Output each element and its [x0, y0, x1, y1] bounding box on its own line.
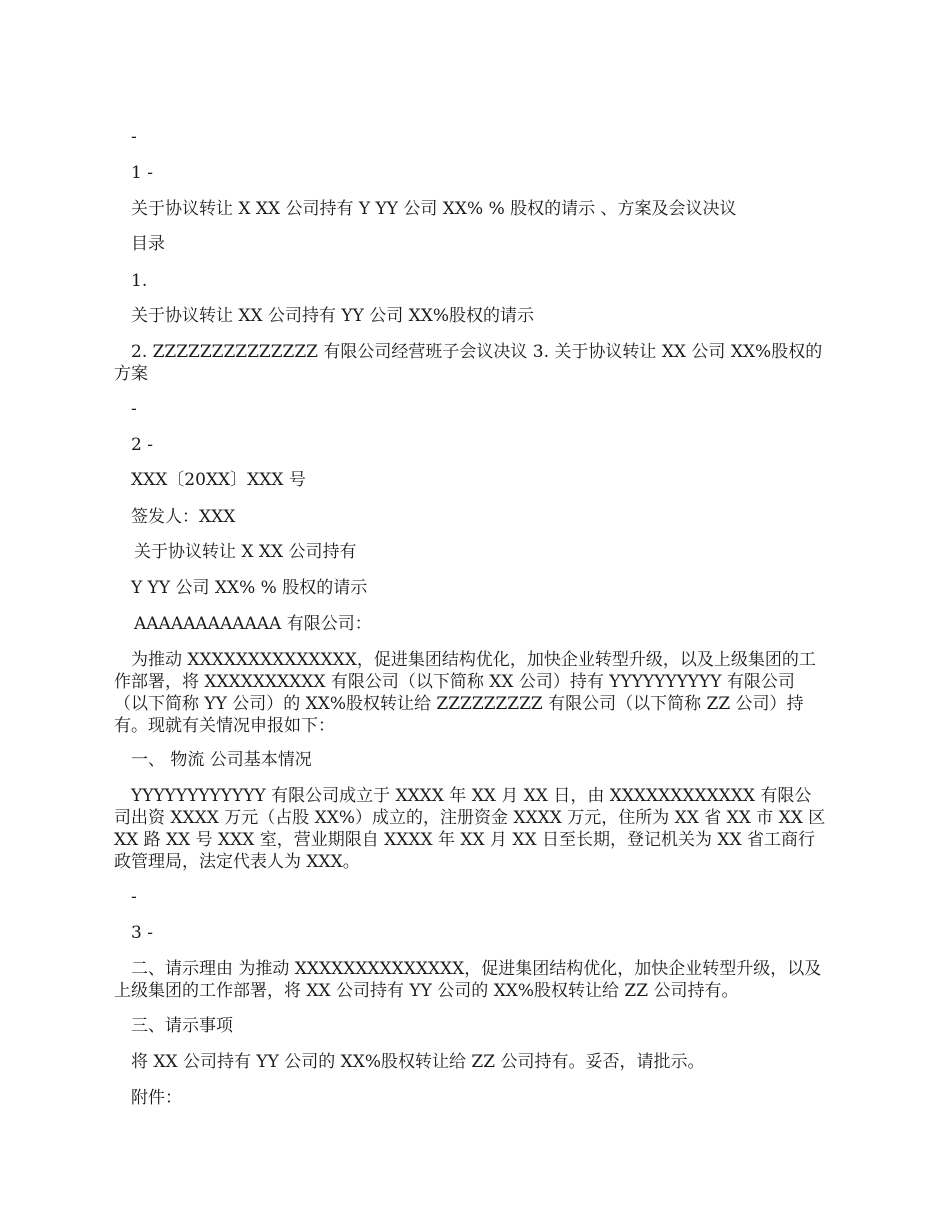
toc-number: 1. [131, 271, 148, 291]
section-body: YYYYYYYYYYYY 有限公司成立于 XXXX 年 XX 月 XX 日，由 XXXXXXXXXXXX 有限公司出资 XXXX 万元（占股 XX%）成立的，注册资金 XXXX 万元，住所为 XX 省 XX 市 XX 区 XX 路 XX 号 XXX 室，营业期限自 XXXX 年 XX 月 XX 日至长期，登记机关为 XX 省工商行政管理局，法定代表人为 XXX。 [114, 786, 826, 872]
section-body: 将 XX 公司持有 YY 公司的 XX%股权转让给 ZZ 公司持有。妥否，请批示。 [131, 1052, 705, 1072]
page-number: 3 - [131, 923, 153, 943]
request-title-line: Y YY 公司 XX% % 股权的请示 [131, 578, 368, 598]
request-title-line: 关于协议转让 X XX 公司持有 [134, 542, 357, 562]
toc-item: 2. ZZZZZZZZZZZZZZ 有限公司经营班子会议决议 3. 关于协议转让 XX 公司 XX%股权的方案 [114, 342, 823, 384]
toc-heading: 目录 [131, 234, 165, 254]
section-heading: 一、 物流 公司基本情况 [131, 750, 312, 770]
document-number: XXX〔20XX〕XXX 号 [131, 470, 306, 490]
section-body: 二、请示理由 为推动 XXXXXXXXXXXXXX，促进集团结构优化，加快企业转型升级，以及上级集团的工作部署，将 XX 公司持有 YY 公司的 XX%股权转让给 ZZ 公司持有。 [114, 959, 822, 1001]
intro-paragraph: 为推动 XXXXXXXXXXXXXX，促进集团结构优化，加快企业转型升级，以及上级集团的工作部署，将 XXXXXXXXXX 有限公司（以下简称 XX 公司）持有 YYYYYYYYYY 有限公司（以下简称 YY 公司）的 XX%股权转让给 ZZZZZZZZZ 有限公司（以下简称 ZZ 公司）持有。现就有关情况申报如下： [114, 650, 816, 736]
attachment-label: 附件： [131, 1088, 182, 1108]
toc-item: 关于协议转让 XX 公司持有 YY 公司 XX%股权的请示 [131, 306, 535, 326]
page-dash: - [131, 887, 137, 907]
page-dash: - [131, 399, 137, 419]
document-title: 关于协议转让 X XX 公司持有 Y YY 公司 XX% % 股权的请示 、方案及会议决议 [131, 199, 737, 219]
page-dash: - [131, 127, 137, 147]
page-number: 2 - [131, 435, 153, 455]
addressee: AAAAAAAAAAAA 有限公司： [134, 614, 372, 634]
section-heading: 三、请示事项 [131, 1016, 233, 1036]
page-number: 1 - [131, 163, 153, 183]
issuer: 签发人：XXX [131, 507, 236, 527]
